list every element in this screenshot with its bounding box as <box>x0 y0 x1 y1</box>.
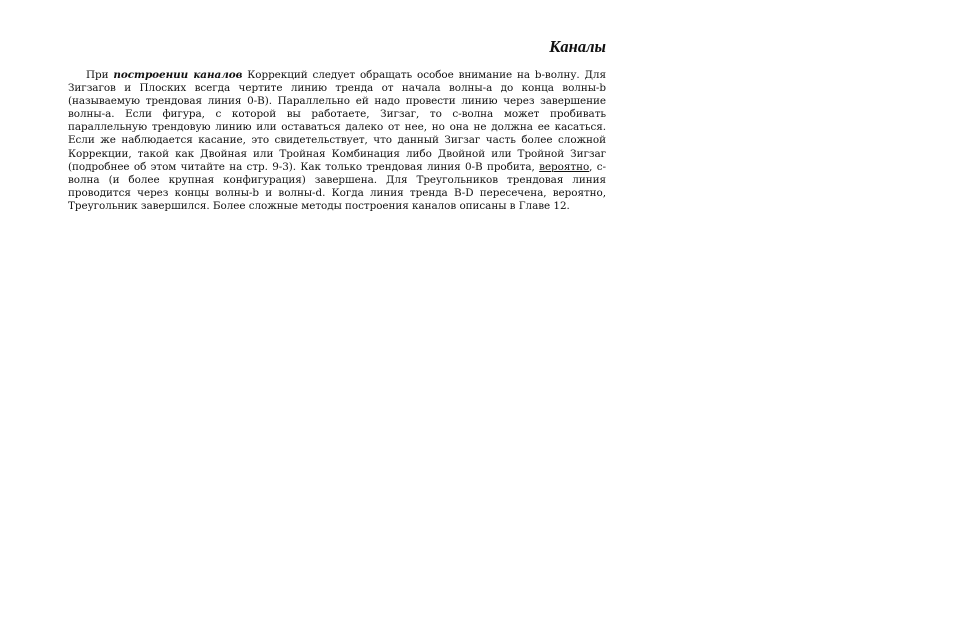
section-heading: Каналы <box>549 37 606 56</box>
underlined-word: вероятно <box>539 160 590 173</box>
paragraph-text-part-1: Коррекций следует обращать особое внимание на b-волну. Для Зигзагов и Плоских всегда чертите линию тренда от начала волны-a до конца волны-b (называемую трендовая линия 0-B). Параллельно ей надо провести линию через завершение волны-a. Если фигура, с которой вы работаете, Зигзаг, то c-волна может пробивать параллельную трендовую линию или оставаться далеко от нее, но она не должна ее касаться. Если же наблюдается касание, это свидетельствует, что данный Зигзаг часть более сложной Коррекции, такой как Двойная или Тройная Комбинация либо Двойной или Тройной Зигзаг (подробнее об этом читайте на стр. 9-3). Как только трендовая линия 0-B пробита, <box>68 69 606 173</box>
paragraph-text-part-2: , c-волна (и более крупная конфигурация) завершена. Для Треугольников трендовая линия проводится через концы волны-b и волны-d. Когда линия тренда B-D пересечена, вероятно, Треугольник завершился. Более сложные методы построения каналов описаны в Главе 12. <box>68 160 606 212</box>
emphasized-term: построении каналов <box>113 69 243 81</box>
paragraph-lead: При <box>86 69 109 81</box>
body-paragraph <box>68 69 606 213</box>
